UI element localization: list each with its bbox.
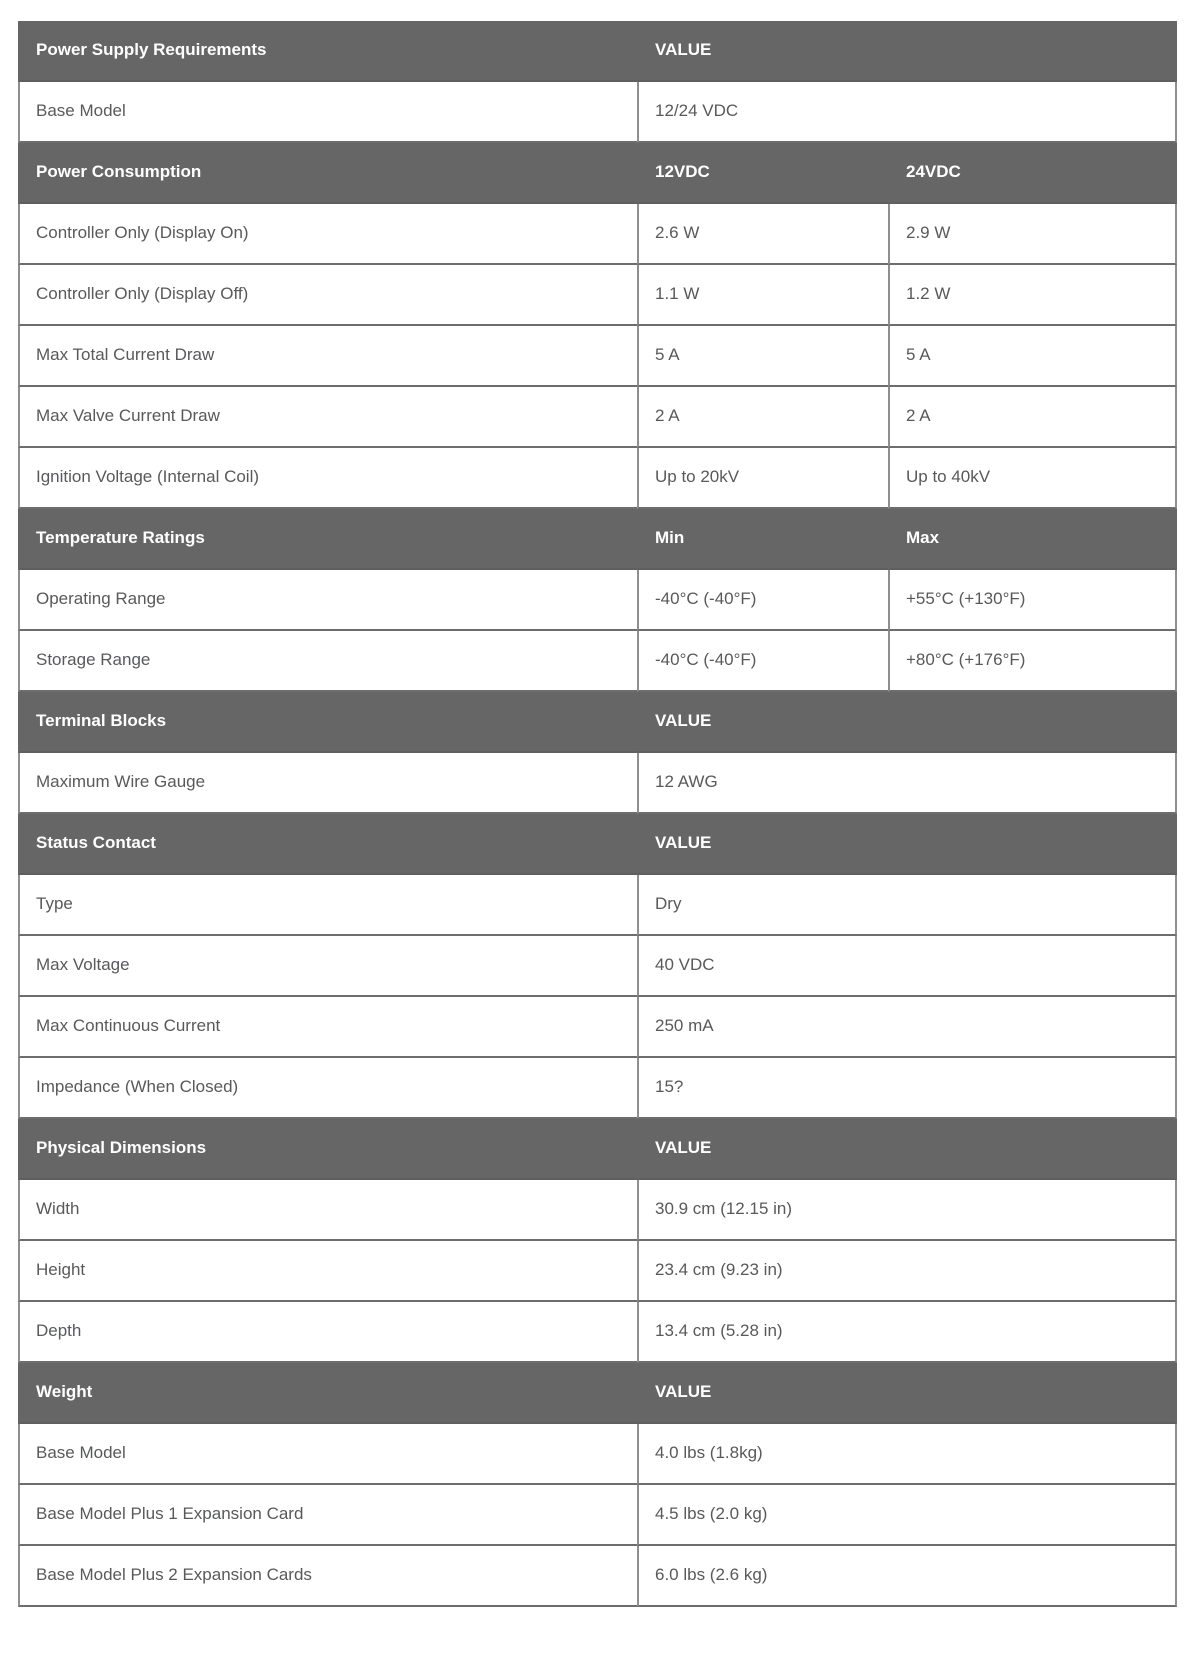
row-label-cell: Max Continuous Current [18, 997, 637, 1058]
column-header: Max [888, 509, 1177, 570]
row-label-cell: Ignition Voltage (Internal Coil) [18, 448, 637, 509]
row-value-cell: -40°C (-40°F) [637, 631, 888, 692]
column-header: 24VDC [888, 143, 1177, 204]
section-title: Power Supply Requirements [18, 21, 637, 82]
table-row [18, 1058, 1177, 1119]
section-title: Weight [18, 1363, 637, 1424]
section-header-row [18, 509, 1177, 570]
section-header-row [18, 21, 1177, 82]
row-value-cell: 5 A [637, 326, 888, 387]
row-label-cell: Type [18, 875, 637, 936]
row-value-cell: +80°C (+176°F) [888, 631, 1177, 692]
row-label-cell: Impedance (When Closed) [18, 1058, 637, 1119]
column-header: 12VDC [637, 143, 888, 204]
row-value-cell: 23.4 cm (9.23 in) [637, 1241, 1177, 1302]
spec-table-body [18, 21, 1177, 1607]
row-value-cell: 1.2 W [888, 265, 1177, 326]
row-value-cell: 5 A [888, 326, 1177, 387]
row-value-cell: 2.9 W [888, 204, 1177, 265]
row-value-cell: 13.4 cm (5.28 in) [637, 1302, 1177, 1363]
column-header: VALUE [637, 21, 1177, 82]
row-value-cell: 12 AWG [637, 753, 1177, 814]
table-row [18, 997, 1177, 1058]
row-label-cell: Maximum Wire Gauge [18, 753, 637, 814]
row-label-cell: Controller Only (Display On) [18, 204, 637, 265]
table-row [18, 82, 1177, 143]
section-header-row [18, 1119, 1177, 1180]
table-row [18, 1485, 1177, 1546]
section-title: Power Consumption [18, 143, 637, 204]
column-header: VALUE [637, 1119, 1177, 1180]
row-value-cell: -40°C (-40°F) [637, 570, 888, 631]
row-label-cell: Base Model [18, 82, 637, 143]
row-label-cell: Max Total Current Draw [18, 326, 637, 387]
row-label-cell: Storage Range [18, 631, 637, 692]
row-value-cell: Up to 20kV [637, 448, 888, 509]
row-value-cell: +55°C (+130°F) [888, 570, 1177, 631]
row-value-cell: 2 A [637, 387, 888, 448]
table-row [18, 875, 1177, 936]
row-value-cell: Dry [637, 875, 1177, 936]
row-value-cell: 12/24 VDC [637, 82, 1177, 143]
section-header-row [18, 814, 1177, 875]
table-row [18, 1302, 1177, 1363]
table-row [18, 1241, 1177, 1302]
row-label-cell: Max Valve Current Draw [18, 387, 637, 448]
table-row [18, 753, 1177, 814]
table-row [18, 265, 1177, 326]
row-value-cell: 250 mA [637, 997, 1177, 1058]
section-title: Temperature Ratings [18, 509, 637, 570]
section-header-row [18, 1363, 1177, 1424]
row-label-cell: Depth [18, 1302, 637, 1363]
section-header-row [18, 143, 1177, 204]
table-row [18, 387, 1177, 448]
table-row [18, 1546, 1177, 1607]
row-label-cell: Base Model Plus 2 Expansion Cards [18, 1546, 637, 1607]
row-label-cell: Base Model Plus 1 Expansion Card [18, 1485, 637, 1546]
table-row [18, 204, 1177, 265]
row-value-cell: Up to 40kV [888, 448, 1177, 509]
row-value-cell: 2.6 W [637, 204, 888, 265]
row-value-cell: 30.9 cm (12.15 in) [637, 1180, 1177, 1241]
column-header: VALUE [637, 692, 1177, 753]
row-label-cell: Operating Range [18, 570, 637, 631]
row-value-cell: 1.1 W [637, 265, 888, 326]
section-title: Terminal Blocks [18, 692, 637, 753]
table-row [18, 631, 1177, 692]
section-title: Physical Dimensions [18, 1119, 637, 1180]
table-row [18, 1424, 1177, 1485]
column-header: Min [637, 509, 888, 570]
row-label-cell: Base Model [18, 1424, 637, 1485]
table-row [18, 448, 1177, 509]
row-label-cell: Controller Only (Display Off) [18, 265, 637, 326]
row-value-cell: 6.0 lbs (2.6 kg) [637, 1546, 1177, 1607]
table-row [18, 326, 1177, 387]
table-row [18, 1180, 1177, 1241]
table-row [18, 570, 1177, 631]
section-header-row [18, 692, 1177, 753]
row-label-cell: Max Voltage [18, 936, 637, 997]
section-title: Status Contact [18, 814, 637, 875]
row-label-cell: Width [18, 1180, 637, 1241]
row-value-cell: 4.5 lbs (2.0 kg) [637, 1485, 1177, 1546]
spec-table [18, 21, 1177, 1607]
row-value-cell: 15? [637, 1058, 1177, 1119]
column-header: VALUE [637, 1363, 1177, 1424]
row-value-cell: 40 VDC [637, 936, 1177, 997]
column-header: VALUE [637, 814, 1177, 875]
row-value-cell: 2 A [888, 387, 1177, 448]
table-row [18, 936, 1177, 997]
row-label-cell: Height [18, 1241, 637, 1302]
row-value-cell: 4.0 lbs (1.8kg) [637, 1424, 1177, 1485]
